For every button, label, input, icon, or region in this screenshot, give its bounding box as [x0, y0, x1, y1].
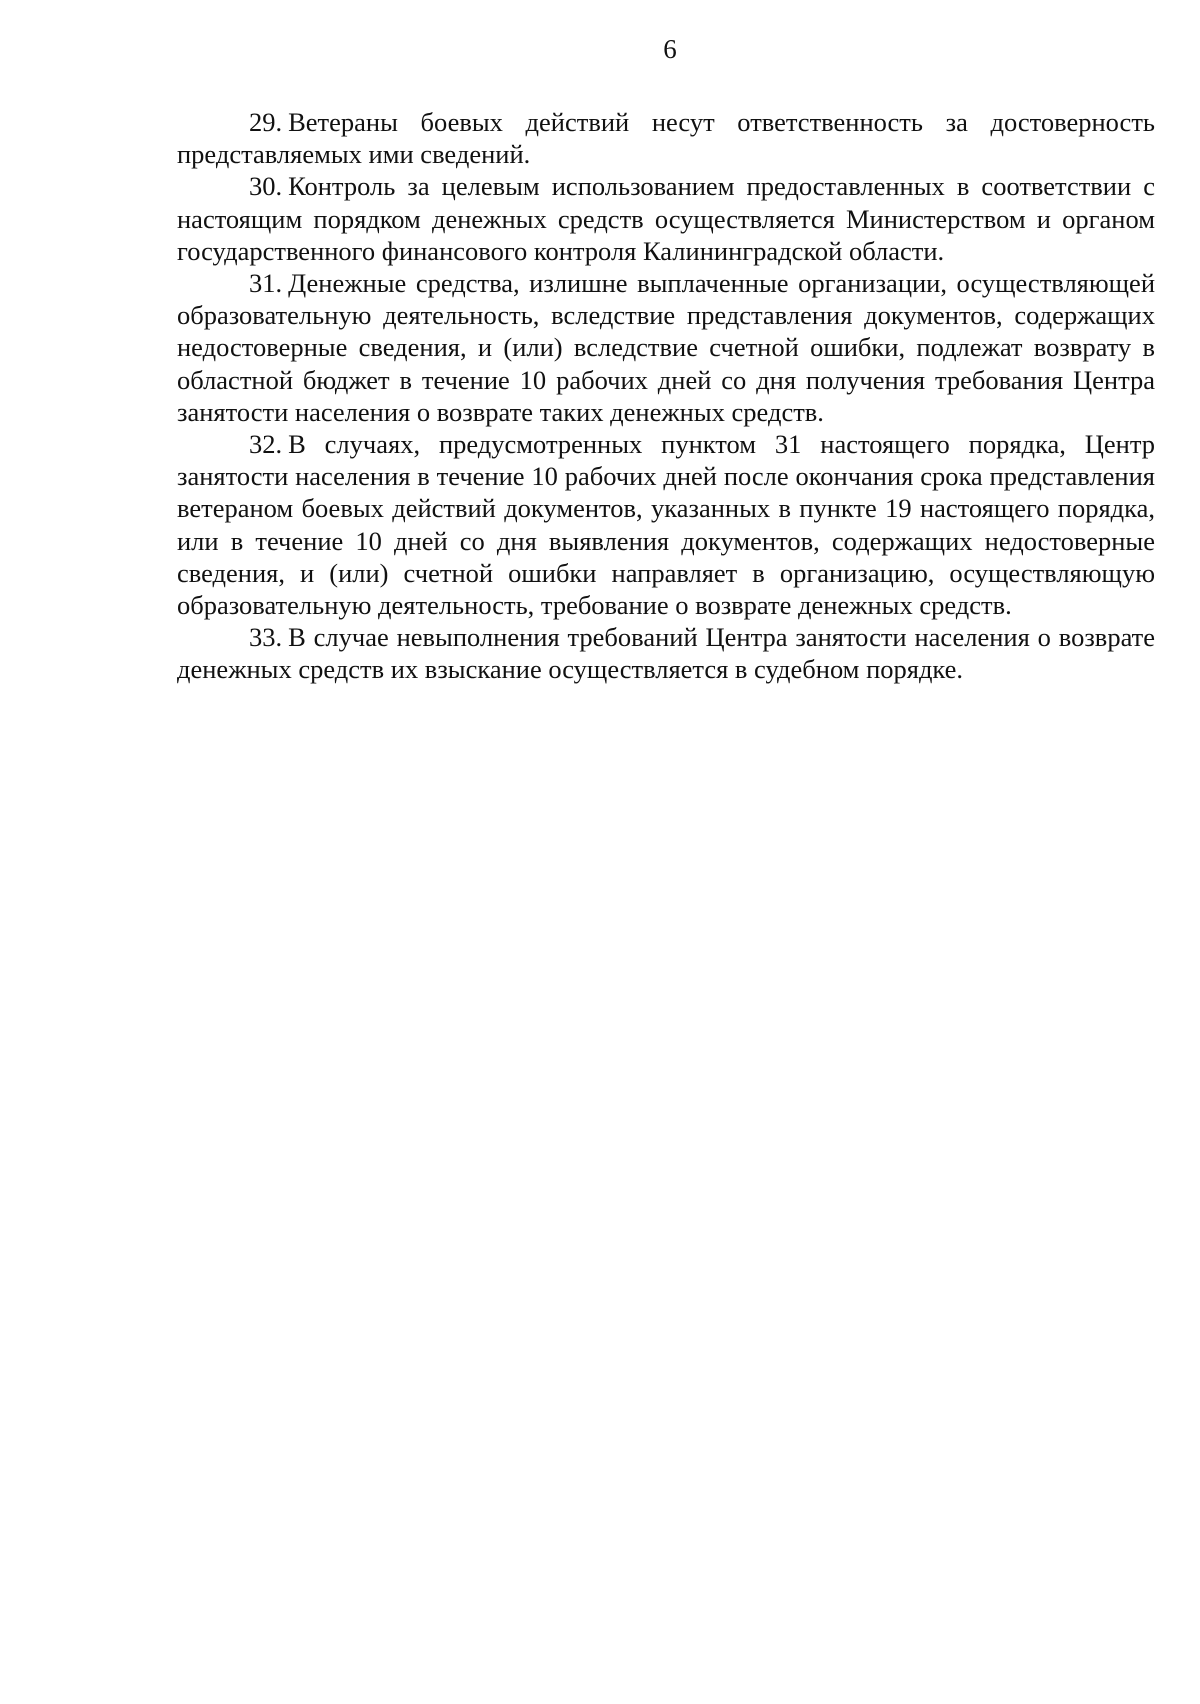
paragraph-32	[177, 428, 1155, 621]
paragraph-number: 29.	[249, 107, 283, 137]
paragraph-number: 32.	[249, 429, 283, 460]
paragraph-text: Ветераны боевых действий несут ответственность за достоверность представляемых ими сведений.	[177, 107, 1155, 170]
paragraph-text: Денежные средства, излишне выплаченные организации, осуществляющей образовательную деятельность, вследствие представления документов, содержащих недостоверные сведения, и (или) вследствие счетной ошибки, подлежат возврату в областной бюджет в течение 10 рабочих дней со дня получения требования Центра занятости населения о возврате таких денежных средств.	[177, 268, 1155, 427]
page-number	[0, 34, 1200, 64]
paragraph-text: В случаях, предусмотренных пунктом 31 настоящего порядка, Центр занятости населения в течение 10 рабочих дней после окончания срока представления ветераном боевых действий документов, указанных в пункте 19 настоящего порядка, или в течение 10 дней со дня выявления документов, содержащих недостоверные сведения, и (или) счетной ошибки направляет в организацию, осуществляющую образовательную деятельность, требование о возврате денежных средств.	[177, 429, 1155, 621]
paragraph-text: В случае невыполнения требований Центра занятости населения о возврате денежных средств их взыскание осуществляется в судебном порядке.	[177, 622, 1155, 685]
paragraph-33	[177, 621, 1155, 685]
paragraph-number: 31.	[249, 268, 283, 299]
paragraph-29	[177, 106, 1155, 170]
paragraph-31	[177, 267, 1155, 428]
paragraph-number: 30.	[249, 171, 283, 202]
page-number-text: 6	[663, 34, 677, 64]
paragraph-30	[177, 170, 1155, 267]
paragraph-text: Контроль за целевым использованием предоставленных в соответствии с настоящим порядком денежных средств осуществляется Министерством и органом государственного финансового контроля Калининградской области.	[177, 171, 1155, 266]
paragraph-number: 33.	[249, 622, 283, 653]
document-body	[177, 106, 1155, 686]
